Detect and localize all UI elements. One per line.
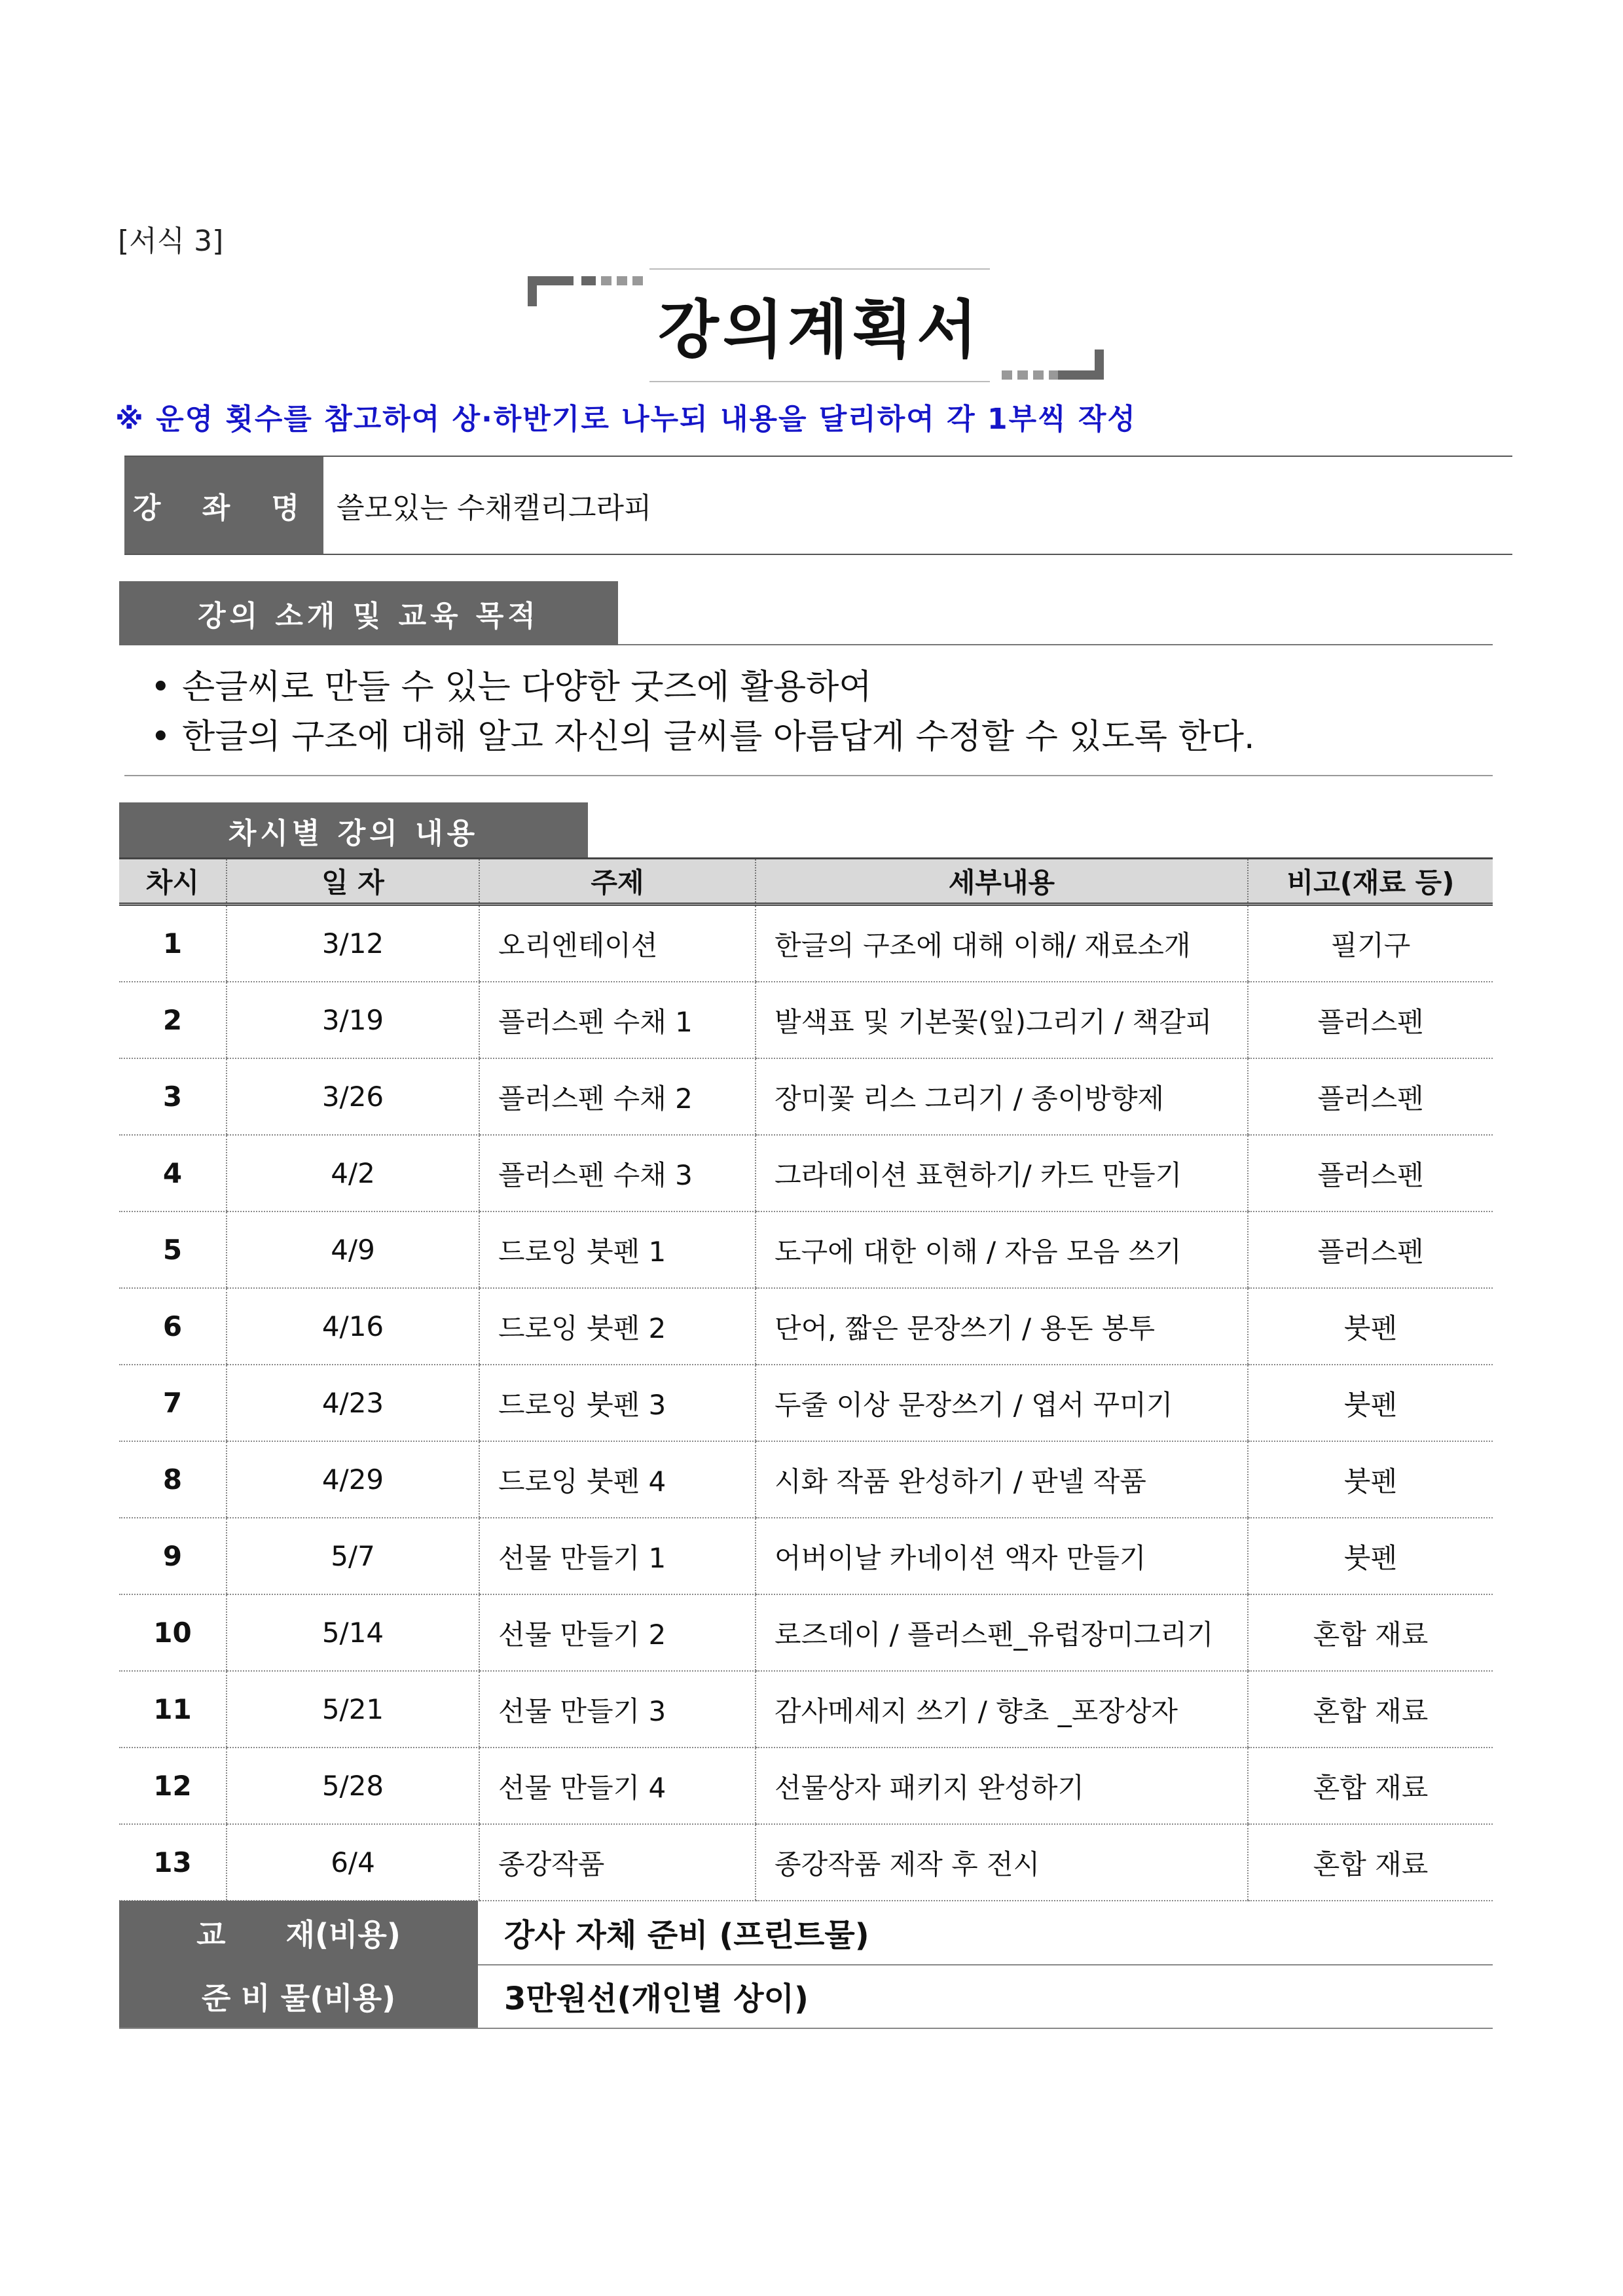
column-header: 주제 xyxy=(479,859,756,905)
column-header: 차시 xyxy=(119,859,227,905)
session-date: 5/28 xyxy=(227,1748,479,1824)
session-materials: 붓펜 xyxy=(1248,1288,1493,1365)
table-row xyxy=(119,905,1493,982)
session-date: 4/16 xyxy=(227,1288,479,1365)
session-number: 7 xyxy=(119,1365,227,1441)
session-details: 발색표 및 기본꽃(잎)그리기 / 책갈피 xyxy=(756,982,1248,1058)
column-header: 일 자 xyxy=(227,859,479,905)
session-date: 5/14 xyxy=(227,1594,479,1671)
session-details: 시화 작품 완성하기 / 판넬 작품 xyxy=(756,1441,1248,1518)
section-divider xyxy=(618,644,1493,645)
session-date: 3/12 xyxy=(227,905,479,982)
bullet-icon: • xyxy=(151,717,171,757)
notice-text: ※ 운영 횟수를 참고하여 상·하반기로 나누되 내용을 달리하여 각 1부씩 작성 xyxy=(115,403,1137,436)
session-topic: 선물 만들기 2 xyxy=(479,1594,756,1671)
session-number: 6 xyxy=(119,1288,227,1365)
title-dash-decoration xyxy=(1002,370,1059,380)
session-materials: 플러스펜 xyxy=(1248,1135,1493,1211)
intro-bullet-text: 손글씨로 만들 수 있는 다양한 굿즈에 활용하여 xyxy=(182,668,872,707)
course-name-label: 강 좌 명 xyxy=(124,457,323,554)
session-materials: 혼합 재료 xyxy=(1248,1671,1493,1748)
session-number: 11 xyxy=(119,1671,227,1748)
title-rule xyxy=(649,268,990,270)
bullet-icon: • xyxy=(151,668,171,707)
session-date: 4/23 xyxy=(227,1365,479,1441)
schedule-section-header: 차시별 강의 내용 xyxy=(119,802,588,859)
title-rule xyxy=(649,381,990,382)
intro-section-header: 강의 소개 및 교육 목적 xyxy=(119,581,618,645)
session-date: 3/26 xyxy=(227,1058,479,1135)
session-details: 도구에 대한 이해 / 자음 모음 쓰기 xyxy=(756,1211,1248,1288)
session-number: 13 xyxy=(119,1824,227,1901)
session-date: 4/29 xyxy=(227,1441,479,1518)
session-number: 4 xyxy=(119,1135,227,1211)
session-topic: 종강작품 xyxy=(479,1824,756,1901)
table-header-row xyxy=(119,859,1493,905)
intro-bullet-text: 한글의 구조에 대해 알고 자신의 글씨를 아름답게 수정할 수 있도록 한다. xyxy=(182,717,1255,757)
table-row xyxy=(119,1671,1493,1748)
session-details: 선물상자 패키지 완성하기 xyxy=(756,1748,1248,1824)
supplies-label: 준 비 물(비용) xyxy=(119,1964,478,2028)
session-details: 그라데이션 표현하기/ 카드 만들기 xyxy=(756,1135,1248,1211)
session-topic: 드로잉 붓펜 1 xyxy=(479,1211,756,1288)
textbook-label: 교 재(비용) xyxy=(119,1901,478,1964)
session-date: 6/4 xyxy=(227,1824,479,1901)
session-topic: 플러스펜 수채 2 xyxy=(479,1058,756,1135)
course-name-value: 쓸모있는 수채캘리그라피 xyxy=(337,492,652,525)
table-row xyxy=(119,1211,1493,1288)
session-date: 4/2 xyxy=(227,1135,479,1211)
title-block xyxy=(528,268,1117,386)
column-header: 세부내용 xyxy=(756,859,1248,905)
session-number: 2 xyxy=(119,982,227,1058)
session-materials: 필기구 xyxy=(1248,905,1493,982)
session-details: 두줄 이상 문장쓰기 / 엽서 꾸미기 xyxy=(756,1365,1248,1441)
session-date: 4/9 xyxy=(227,1211,479,1288)
session-materials: 플러스펜 xyxy=(1248,1058,1493,1135)
table-row xyxy=(119,1441,1493,1518)
column-header: 비고(재료 등) xyxy=(1248,859,1493,905)
session-materials: 플러스펜 xyxy=(1248,1211,1493,1288)
session-date: 3/19 xyxy=(227,982,479,1058)
textbook-value: 강사 자체 준비 (프린트물) xyxy=(504,1917,869,1954)
title-corner-decoration xyxy=(1095,350,1104,380)
schedule-table xyxy=(119,857,1493,1901)
session-topic: 플러스펜 수채 1 xyxy=(479,982,756,1058)
session-topic: 플러스펜 수채 3 xyxy=(479,1135,756,1211)
session-details: 장미꽃 리스 그리기 / 종이방향제 xyxy=(756,1058,1248,1135)
session-topic: 드로잉 붓펜 4 xyxy=(479,1441,756,1518)
session-topic: 드로잉 붓펜 3 xyxy=(479,1365,756,1441)
supplies-value: 3만원선(개인별 상이) xyxy=(504,1981,809,2017)
session-topic: 선물 만들기 3 xyxy=(479,1671,756,1748)
supplies-row xyxy=(119,1964,1493,2029)
table-row xyxy=(119,982,1493,1058)
page-title: 강의계획서 xyxy=(658,293,981,367)
session-number: 5 xyxy=(119,1211,227,1288)
session-topic: 드로잉 붓펜 2 xyxy=(479,1288,756,1365)
session-date: 5/21 xyxy=(227,1671,479,1748)
textbook-row xyxy=(119,1901,1493,1965)
table-row xyxy=(119,1594,1493,1671)
session-topic: 오리엔테이션 xyxy=(479,905,756,982)
session-details: 로즈데이 / 플러스펜_유럽장미그리기 xyxy=(756,1594,1248,1671)
table-row xyxy=(119,1518,1493,1594)
table-row xyxy=(119,1058,1493,1135)
session-materials: 혼합 재료 xyxy=(1248,1748,1493,1824)
session-date: 5/7 xyxy=(227,1518,479,1594)
session-materials: 혼합 재료 xyxy=(1248,1824,1493,1901)
form-number-label: [서식 3] xyxy=(118,224,224,258)
session-number: 9 xyxy=(119,1518,227,1594)
session-materials: 플러스펜 xyxy=(1248,982,1493,1058)
session-number: 10 xyxy=(119,1594,227,1671)
table-row xyxy=(119,1748,1493,1824)
table-row xyxy=(119,1288,1493,1365)
table-row xyxy=(119,1135,1493,1211)
list-item xyxy=(151,662,1255,712)
table-row xyxy=(119,1824,1493,1901)
section-divider xyxy=(124,775,1493,776)
session-number: 3 xyxy=(119,1058,227,1135)
session-topic: 선물 만들기 1 xyxy=(479,1518,756,1594)
session-details: 종강작품 제작 후 전시 xyxy=(756,1824,1248,1901)
course-name-row xyxy=(124,456,1512,555)
title-dash-decoration xyxy=(581,276,643,285)
session-materials: 붓펜 xyxy=(1248,1441,1493,1518)
session-topic: 선물 만들기 4 xyxy=(479,1748,756,1824)
title-corner-decoration xyxy=(528,276,574,285)
session-details: 단어, 짧은 문장쓰기 / 용돈 봉투 xyxy=(756,1288,1248,1365)
session-details: 한글의 구조에 대해 이해/ 재료소개 xyxy=(756,905,1248,982)
session-number: 12 xyxy=(119,1748,227,1824)
session-materials: 붓펜 xyxy=(1248,1365,1493,1441)
session-details: 어버이날 카네이션 액자 만들기 xyxy=(756,1518,1248,1594)
session-number: 8 xyxy=(119,1441,227,1518)
session-details: 감사메세지 쓰기 / 향초 _포장상자 xyxy=(756,1671,1248,1748)
intro-bullet-list xyxy=(151,662,1255,762)
session-materials: 붓펜 xyxy=(1248,1518,1493,1594)
session-materials: 혼합 재료 xyxy=(1248,1594,1493,1671)
session-number: 1 xyxy=(119,905,227,982)
list-item xyxy=(151,712,1255,762)
table-row xyxy=(119,1365,1493,1441)
